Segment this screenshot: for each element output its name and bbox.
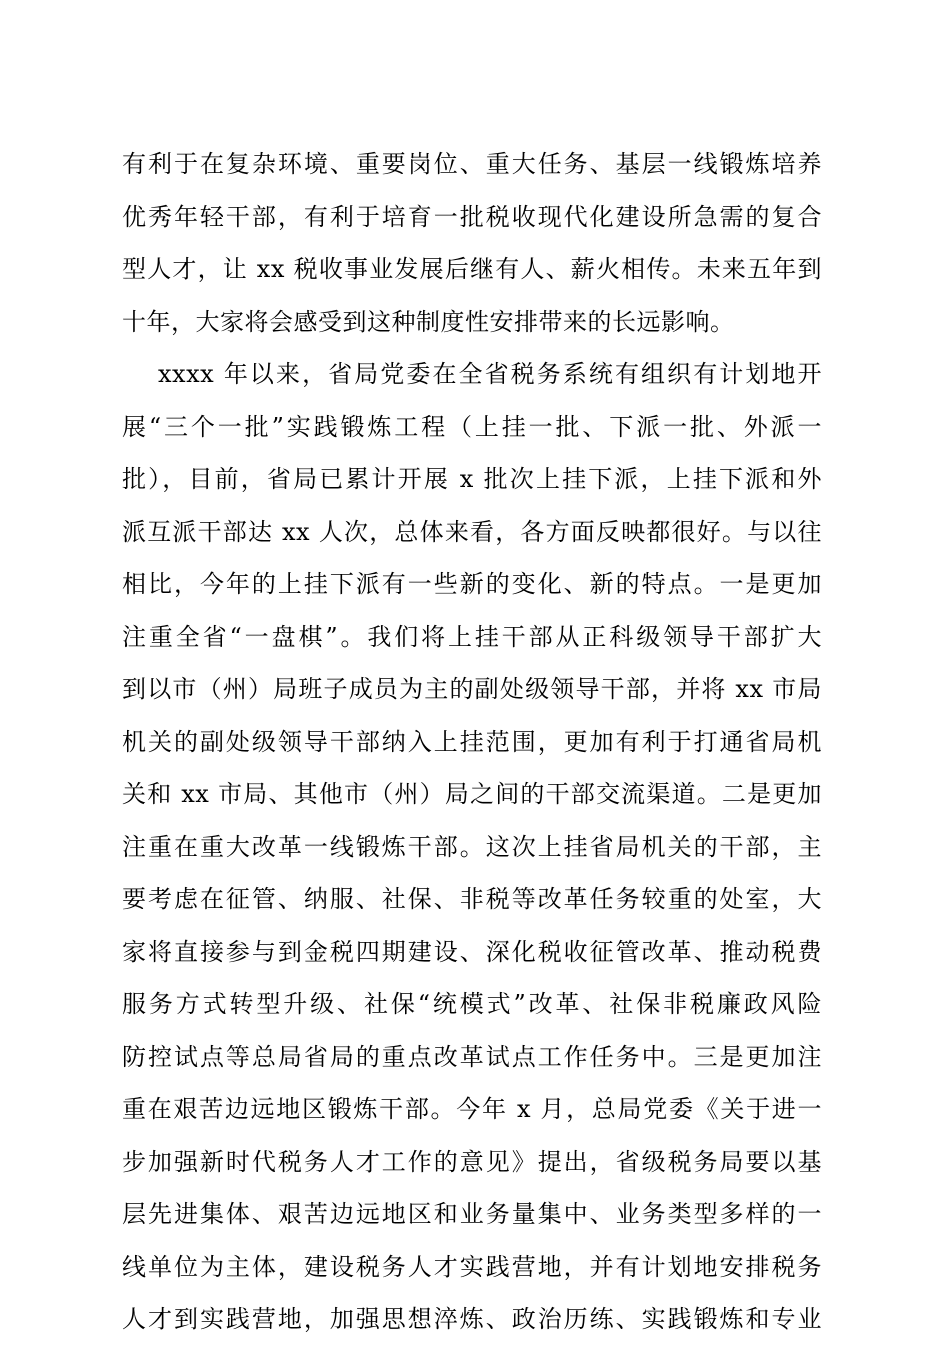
paragraph-1-line-1: 有利于在复杂环境、重要岗位、重大任务、基层一线锻炼培养 <box>122 150 822 178</box>
paragraph-1-line-4: 十年，大家将会感受到这种制度性安排带来的长远影响。 <box>122 307 735 336</box>
paragraph-2-line-17: 层先进集体、艰苦边远地区和业务量集中、业务类型多样的一 <box>122 1200 822 1228</box>
paragraph-2-line-5: 相比，今年的上挂下派有一些新的变化、新的特点。一是更加 <box>122 570 822 598</box>
paragraph-2-line-15: 重在艰苦边远地区锻炼干部。今年 x 月，总局党委《关于进一 <box>122 1095 822 1123</box>
paragraph-2-line-8: 机关的副处级领导干部纳入上挂范围，更加有利于打通省局机 <box>122 727 822 756</box>
paragraph-2-line-7: 到以市（州）局班子成员为主的副处级领导干部，并将 xx 市局 <box>122 675 822 703</box>
document-body <box>122 138 822 1346</box>
paragraph-2-line-1: xxxx 年以来，省局党委在全省税务系统有组织有计划地开 <box>158 360 822 388</box>
paragraph-2-line-10: 注重在重大改革一线锻炼干部。这次上挂省局机关的干部，主 <box>122 832 822 861</box>
paragraph-2-line-16: 步加强新时代税务人才工作的意见》提出，省级税务局要以基 <box>122 1147 822 1176</box>
paragraph-1-line-2: 优秀年轻干部，有利于培育一批税收现代化建设所急需的复合 <box>122 202 822 231</box>
paragraph-1-line-3: 型人才，让 xx 税收事业发展后继有人、薪火相传。未来五年到 <box>122 255 822 283</box>
paragraph-2-line-9: 关和 xx 市局、其他市（州）局之间的干部交流渠道。二是更加 <box>122 780 822 808</box>
paragraph-2-line-14: 防控试点等总局省局的重点改革试点工作任务中。三是更加注 <box>122 1042 822 1071</box>
paragraph-2-line-13: 服务方式转型升级、社保“统模式”改革、社保非税廉政风险 <box>122 990 822 1018</box>
paragraph-2-line-4: 派互派干部达 xx 人次，总体来看，各方面反映都很好。与以往 <box>122 517 822 546</box>
paragraph-2-line-6: 注重全省“一盘棋”。我们将上挂干部从正科级领导干部扩大 <box>122 622 822 651</box>
paragraph-2-line-11: 要考虑在征管、纳服、社保、非税等改革任务较重的处室，大 <box>122 885 822 913</box>
paragraph-2-line-19: 人才到实践营地，加强思想淬炼、政治历练、实践锻炼和专业 <box>122 1305 822 1333</box>
paragraph-2-line-3: 批），目前，省局已累计开展 x 批次上挂下派，上挂下派和外 <box>122 465 822 493</box>
paragraph-2-line-12: 家将直接参与到金税四期建设、深化税收征管改革、推动税费 <box>122 937 822 966</box>
paragraph-2-line-18: 线单位为主体，建设税务人才实践营地，并有计划地安排税务 <box>122 1252 822 1281</box>
paragraph-2-line-2: 展“三个一批”实践锻炼工程（上挂一批、下派一批、外派一 <box>122 412 822 441</box>
